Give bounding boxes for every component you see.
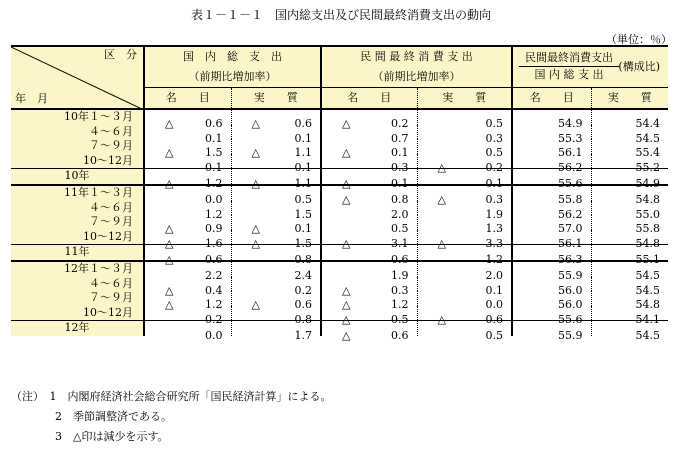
- cell: [591, 306, 668, 327]
- table-row-year-total: [11, 321, 668, 336]
- cell: [231, 201, 321, 221]
- row-label: 10～12月: [11, 154, 144, 169]
- group1-subheader: （前期比増加率）: [144, 67, 321, 88]
- cell-value: 55.9: [558, 328, 583, 342]
- cell-value: 2.2: [205, 269, 223, 283]
- cell-value: 55.6: [558, 176, 583, 190]
- decrease-mark: △: [165, 117, 174, 131]
- decrease-mark: △: [165, 298, 174, 312]
- cell: [321, 306, 417, 327]
- cell-value: 0.3: [391, 161, 409, 175]
- cell: [512, 321, 591, 342]
- cell: [144, 169, 231, 190]
- cell: [231, 291, 321, 312]
- cell-value: 1.1: [294, 146, 312, 160]
- col-nominal-1: 名 目: [144, 88, 231, 110]
- cell-value: 0.5: [485, 146, 504, 160]
- cell-value: 0.6: [391, 252, 409, 266]
- cell-value: 0.0: [485, 298, 504, 312]
- group2-subheader: （前期比増加率）: [321, 67, 512, 88]
- cell: [591, 139, 668, 160]
- cell-value: 54.5: [635, 283, 661, 297]
- cell-value: 0.3: [485, 193, 504, 207]
- row-label: 10～12月: [11, 230, 144, 245]
- cell: [417, 261, 512, 283]
- cell-value: 3.3: [485, 237, 504, 251]
- cell: [321, 201, 417, 221]
- cell: [144, 245, 231, 266]
- cell: [417, 169, 512, 190]
- table-row-year-total: [11, 169, 668, 185]
- cell-value: 56.2: [558, 207, 583, 221]
- cell-value: 0.6: [294, 117, 312, 131]
- cell: [144, 125, 231, 145]
- cell: [512, 277, 591, 297]
- row-label: ７～９月: [11, 291, 144, 306]
- cell: [512, 169, 591, 190]
- cell-value: 0.8: [391, 193, 409, 207]
- col-real-1: 実 質: [231, 88, 321, 110]
- cell: [417, 230, 512, 251]
- row-label: ４～６月: [11, 277, 144, 292]
- cell: [591, 201, 668, 221]
- cell-value: 1.6: [205, 237, 223, 251]
- cell: [417, 291, 512, 312]
- cell-value: 0.8: [294, 252, 312, 266]
- cell: [321, 139, 417, 160]
- cell: [231, 230, 321, 251]
- cell-value: 0.0: [205, 328, 223, 342]
- cell: [512, 125, 591, 145]
- decrease-mark: △: [437, 313, 446, 327]
- cell: [321, 230, 417, 251]
- cell-value: 1.3: [485, 222, 504, 236]
- cell-value: 0.2: [294, 283, 312, 297]
- cell-value: 55.8: [635, 222, 661, 236]
- cell-value: 0.2: [485, 161, 504, 175]
- cell-value: 55.2: [635, 161, 661, 175]
- cell: [512, 215, 591, 236]
- cell-value: 56.3: [558, 252, 583, 266]
- cell: [512, 230, 591, 251]
- decrease-mark: △: [342, 193, 351, 207]
- data-table: [11, 45, 668, 342]
- decrease-mark: △: [251, 176, 260, 190]
- cell-value: 55.8: [558, 193, 583, 207]
- cell-value: 1.9: [485, 207, 504, 221]
- stub-top-label: 区 分: [104, 48, 137, 61]
- cell: [591, 291, 668, 312]
- cell: [231, 185, 321, 207]
- cell-value: 1.2: [205, 176, 223, 190]
- row-label: 10～12月: [11, 306, 144, 321]
- cell: [417, 139, 512, 160]
- cell: [591, 230, 668, 251]
- cell: [591, 261, 668, 283]
- cell: [417, 125, 512, 145]
- cell: [321, 185, 417, 207]
- note-3: 3 △印は減少を示す。: [11, 430, 169, 443]
- cell: [591, 154, 668, 175]
- cell: [321, 154, 417, 175]
- cell-value: 1.5: [205, 146, 223, 160]
- row-label: ４～６月: [11, 125, 144, 140]
- cell: [591, 125, 668, 145]
- cell-value: 0.7: [391, 131, 409, 145]
- cell: [144, 306, 231, 327]
- cell-value: 54.9: [558, 117, 583, 131]
- cell: [231, 261, 321, 283]
- cell-value: 0.0: [205, 193, 223, 207]
- cell-value: 54.4: [635, 117, 661, 131]
- cell-value: 55.0: [635, 207, 661, 221]
- table-body: [11, 109, 668, 342]
- stub-header: [11, 46, 144, 109]
- cell: [321, 277, 417, 297]
- unit-label: （単位：％）: [606, 33, 672, 46]
- cell-value: 1.7: [294, 328, 312, 342]
- cell-value: 0.5: [391, 222, 409, 236]
- cell-value: 0.1: [205, 131, 223, 145]
- cell: [512, 201, 591, 221]
- cell-value: 1.2: [485, 252, 504, 266]
- decrease-mark: △: [251, 298, 260, 312]
- cell-value: 0.6: [391, 328, 409, 342]
- decrease-mark: △: [437, 237, 446, 251]
- cell: [512, 109, 591, 131]
- cell-value: 0.1: [294, 161, 312, 175]
- cell-value: 55.4: [635, 146, 661, 160]
- cell: [591, 169, 668, 190]
- cell-value: 55.6: [558, 313, 583, 327]
- group3-line2: 国 内 総 支 出: [519, 66, 619, 83]
- cell: [231, 154, 321, 175]
- row-label: ７～９月: [11, 215, 144, 230]
- cell: [591, 215, 668, 236]
- col-nominal-2: 名 目: [321, 88, 417, 110]
- cell-value: 0.4: [205, 283, 223, 297]
- group2-header: 民 間 最 終 消 費 支 出: [321, 46, 512, 67]
- decrease-mark: △: [251, 117, 260, 131]
- cell: [512, 245, 591, 266]
- cell: [231, 245, 321, 266]
- cell: [144, 139, 231, 160]
- cell-value: 0.5: [485, 328, 504, 342]
- table-row: [11, 109, 668, 125]
- cell: [144, 261, 231, 283]
- decrease-mark: △: [342, 146, 351, 160]
- group1-header: 国 内 総 支 出: [144, 46, 321, 67]
- decrease-mark: △: [342, 117, 351, 131]
- cell-value: 0.1: [205, 161, 223, 175]
- cell-value: 0.6: [205, 252, 223, 266]
- cell: [417, 109, 512, 131]
- cell: [591, 185, 668, 207]
- cell-value: 56.0: [558, 283, 583, 297]
- row-label: 10年: [11, 169, 144, 185]
- cell: [512, 139, 591, 160]
- cell-value: 2.4: [294, 269, 312, 283]
- cell-value: 0.6: [205, 117, 223, 131]
- cell-value: 56.1: [558, 237, 583, 251]
- cell-value: 3.1: [391, 237, 409, 251]
- cell: [144, 201, 231, 221]
- decrease-mark: △: [165, 176, 174, 190]
- table-row: [11, 154, 668, 169]
- cell-value: 0.5: [391, 313, 409, 327]
- cell-value: 1.2: [391, 298, 409, 312]
- cell-value: 0.9: [205, 222, 223, 236]
- note-2: 2 季節調整済である。: [11, 410, 172, 423]
- cell-value: 1.1: [294, 176, 312, 190]
- cell: [144, 215, 231, 236]
- cell-value: 2.0: [391, 207, 409, 221]
- cell: [417, 185, 512, 207]
- cell: [417, 201, 512, 221]
- cell: [417, 306, 512, 327]
- cell: [512, 261, 591, 283]
- cell: [144, 185, 231, 207]
- cell-value: 1.5: [294, 237, 312, 251]
- cell-value: 0.6: [294, 298, 312, 312]
- cell-value: 55.3: [558, 131, 583, 145]
- cell-value: 0.5: [294, 193, 312, 207]
- row-label: 11年１～３月: [11, 185, 144, 201]
- cell: [144, 291, 231, 312]
- group3-line1: 民間最終消費支出: [525, 51, 614, 64]
- cell: [512, 291, 591, 312]
- cell: [144, 277, 231, 297]
- cell-value: 0.2: [205, 313, 223, 327]
- col-real-2: 実 質: [417, 88, 512, 110]
- cell: [591, 277, 668, 297]
- cell-value: 0.8: [294, 313, 312, 327]
- cell: [417, 215, 512, 236]
- cell: [231, 277, 321, 297]
- table-row: [11, 215, 668, 230]
- cell: [231, 321, 321, 342]
- row-label: 10年１～３月: [11, 109, 144, 125]
- cell-value: 56.0: [558, 298, 583, 312]
- cell: [144, 154, 231, 175]
- row-label: 11年: [11, 245, 144, 261]
- decrease-mark: △: [342, 176, 351, 190]
- row-label: ７～９月: [11, 139, 144, 154]
- cell-value: 0.1: [294, 131, 312, 145]
- table-row: [11, 230, 668, 245]
- cell: [417, 154, 512, 175]
- group3-note: (構成比): [618, 60, 661, 73]
- decrease-mark: △: [165, 283, 174, 297]
- row-label: 12年１～３月: [11, 261, 144, 277]
- table-row: [11, 185, 668, 201]
- cell-value: 56.2: [558, 161, 583, 175]
- table-row: [11, 201, 668, 216]
- cell-value: 0.5: [485, 117, 504, 131]
- decrease-mark: △: [342, 313, 351, 327]
- decrease-mark: △: [342, 237, 351, 251]
- cell: [591, 245, 668, 266]
- cell: [591, 321, 668, 342]
- table-row: [11, 139, 668, 154]
- decrease-mark: △: [342, 298, 351, 312]
- cell: [231, 125, 321, 145]
- decrease-mark: △: [342, 328, 351, 342]
- cell: [144, 230, 231, 251]
- cell: [321, 321, 417, 342]
- cell: [417, 277, 512, 297]
- cell-value: 2.0: [485, 269, 504, 283]
- cell: [144, 109, 231, 131]
- table-row-year-total: [11, 245, 668, 261]
- cell-value: 0.2: [391, 117, 409, 131]
- cell: [321, 261, 417, 283]
- cell: [231, 139, 321, 160]
- decrease-mark: △: [342, 283, 351, 297]
- cell: [231, 215, 321, 236]
- cell: [417, 321, 512, 342]
- decrease-mark: △: [165, 222, 174, 236]
- cell-value: 54.8: [635, 237, 661, 251]
- cell: [231, 109, 321, 131]
- cell-value: 56.1: [558, 146, 583, 160]
- cell: [321, 169, 417, 190]
- decrease-mark: △: [251, 146, 260, 160]
- cell-value: 0.3: [485, 131, 504, 145]
- cell-value: 0.1: [485, 283, 504, 297]
- decrease-mark: △: [165, 252, 174, 266]
- cell-value: 1.2: [205, 298, 223, 312]
- cell-value: 0.1: [294, 222, 312, 236]
- cell-value: 54.5: [635, 328, 661, 342]
- cell: [321, 125, 417, 145]
- cell-value: 54.5: [635, 131, 661, 145]
- table-row: [11, 306, 668, 321]
- cell-value: 0.6: [485, 313, 504, 327]
- cell-value: 54.8: [635, 193, 661, 207]
- col-real-3: 実 質: [591, 88, 668, 110]
- cell-value: 0.1: [391, 176, 409, 190]
- cell-value: 0.1: [391, 146, 409, 160]
- cell-value: 55.1: [635, 252, 661, 266]
- cell-value: 57.0: [558, 222, 583, 236]
- table-title: 表１－１－１ 国内総支出及び民間最終消費支出の動向: [190, 8, 491, 22]
- cell: [591, 109, 668, 131]
- row-label: 12年: [11, 321, 144, 336]
- notes: [11, 387, 332, 447]
- cell: [512, 154, 591, 175]
- cell: [512, 185, 591, 207]
- cell-value: 54.1: [635, 313, 661, 327]
- table-row: [11, 291, 668, 306]
- cell: [321, 109, 417, 131]
- row-label: ４～６月: [11, 201, 144, 216]
- table-row: [11, 261, 668, 277]
- col-nominal-3: 名 目: [512, 88, 591, 110]
- decrease-mark: △: [437, 193, 446, 207]
- decrease-mark: △: [437, 161, 446, 175]
- decrease-mark: △: [165, 146, 174, 160]
- cell: [512, 306, 591, 327]
- cell: [144, 321, 231, 342]
- decrease-mark: △: [251, 237, 260, 251]
- cell-value: 1.2: [205, 207, 223, 221]
- cell: [321, 215, 417, 236]
- cell-value: 1.9: [391, 269, 409, 283]
- table-row: [11, 277, 668, 292]
- cell-value: 54.5: [635, 269, 661, 283]
- cell-value: 55.9: [558, 269, 583, 283]
- cell-value: 1.5: [294, 207, 312, 221]
- cell: [231, 169, 321, 190]
- table-row: [11, 125, 668, 140]
- decrease-mark: △: [251, 222, 260, 236]
- note-1: （注） 1 内閣府経済社会総合研究所「国民経済計算」による。: [11, 390, 332, 403]
- cell: [321, 245, 417, 266]
- cell: [231, 306, 321, 327]
- cell-value: 54.8: [635, 298, 661, 312]
- cell-value: 0.3: [391, 283, 409, 297]
- stub-bottom-label: 年 月: [15, 92, 48, 106]
- cell-value: 0.1: [485, 176, 504, 190]
- cell-value: 54.9: [635, 176, 661, 190]
- decrease-mark: △: [165, 237, 174, 251]
- group3-header: [512, 46, 668, 88]
- cell: [321, 291, 417, 312]
- cell: [417, 245, 512, 266]
